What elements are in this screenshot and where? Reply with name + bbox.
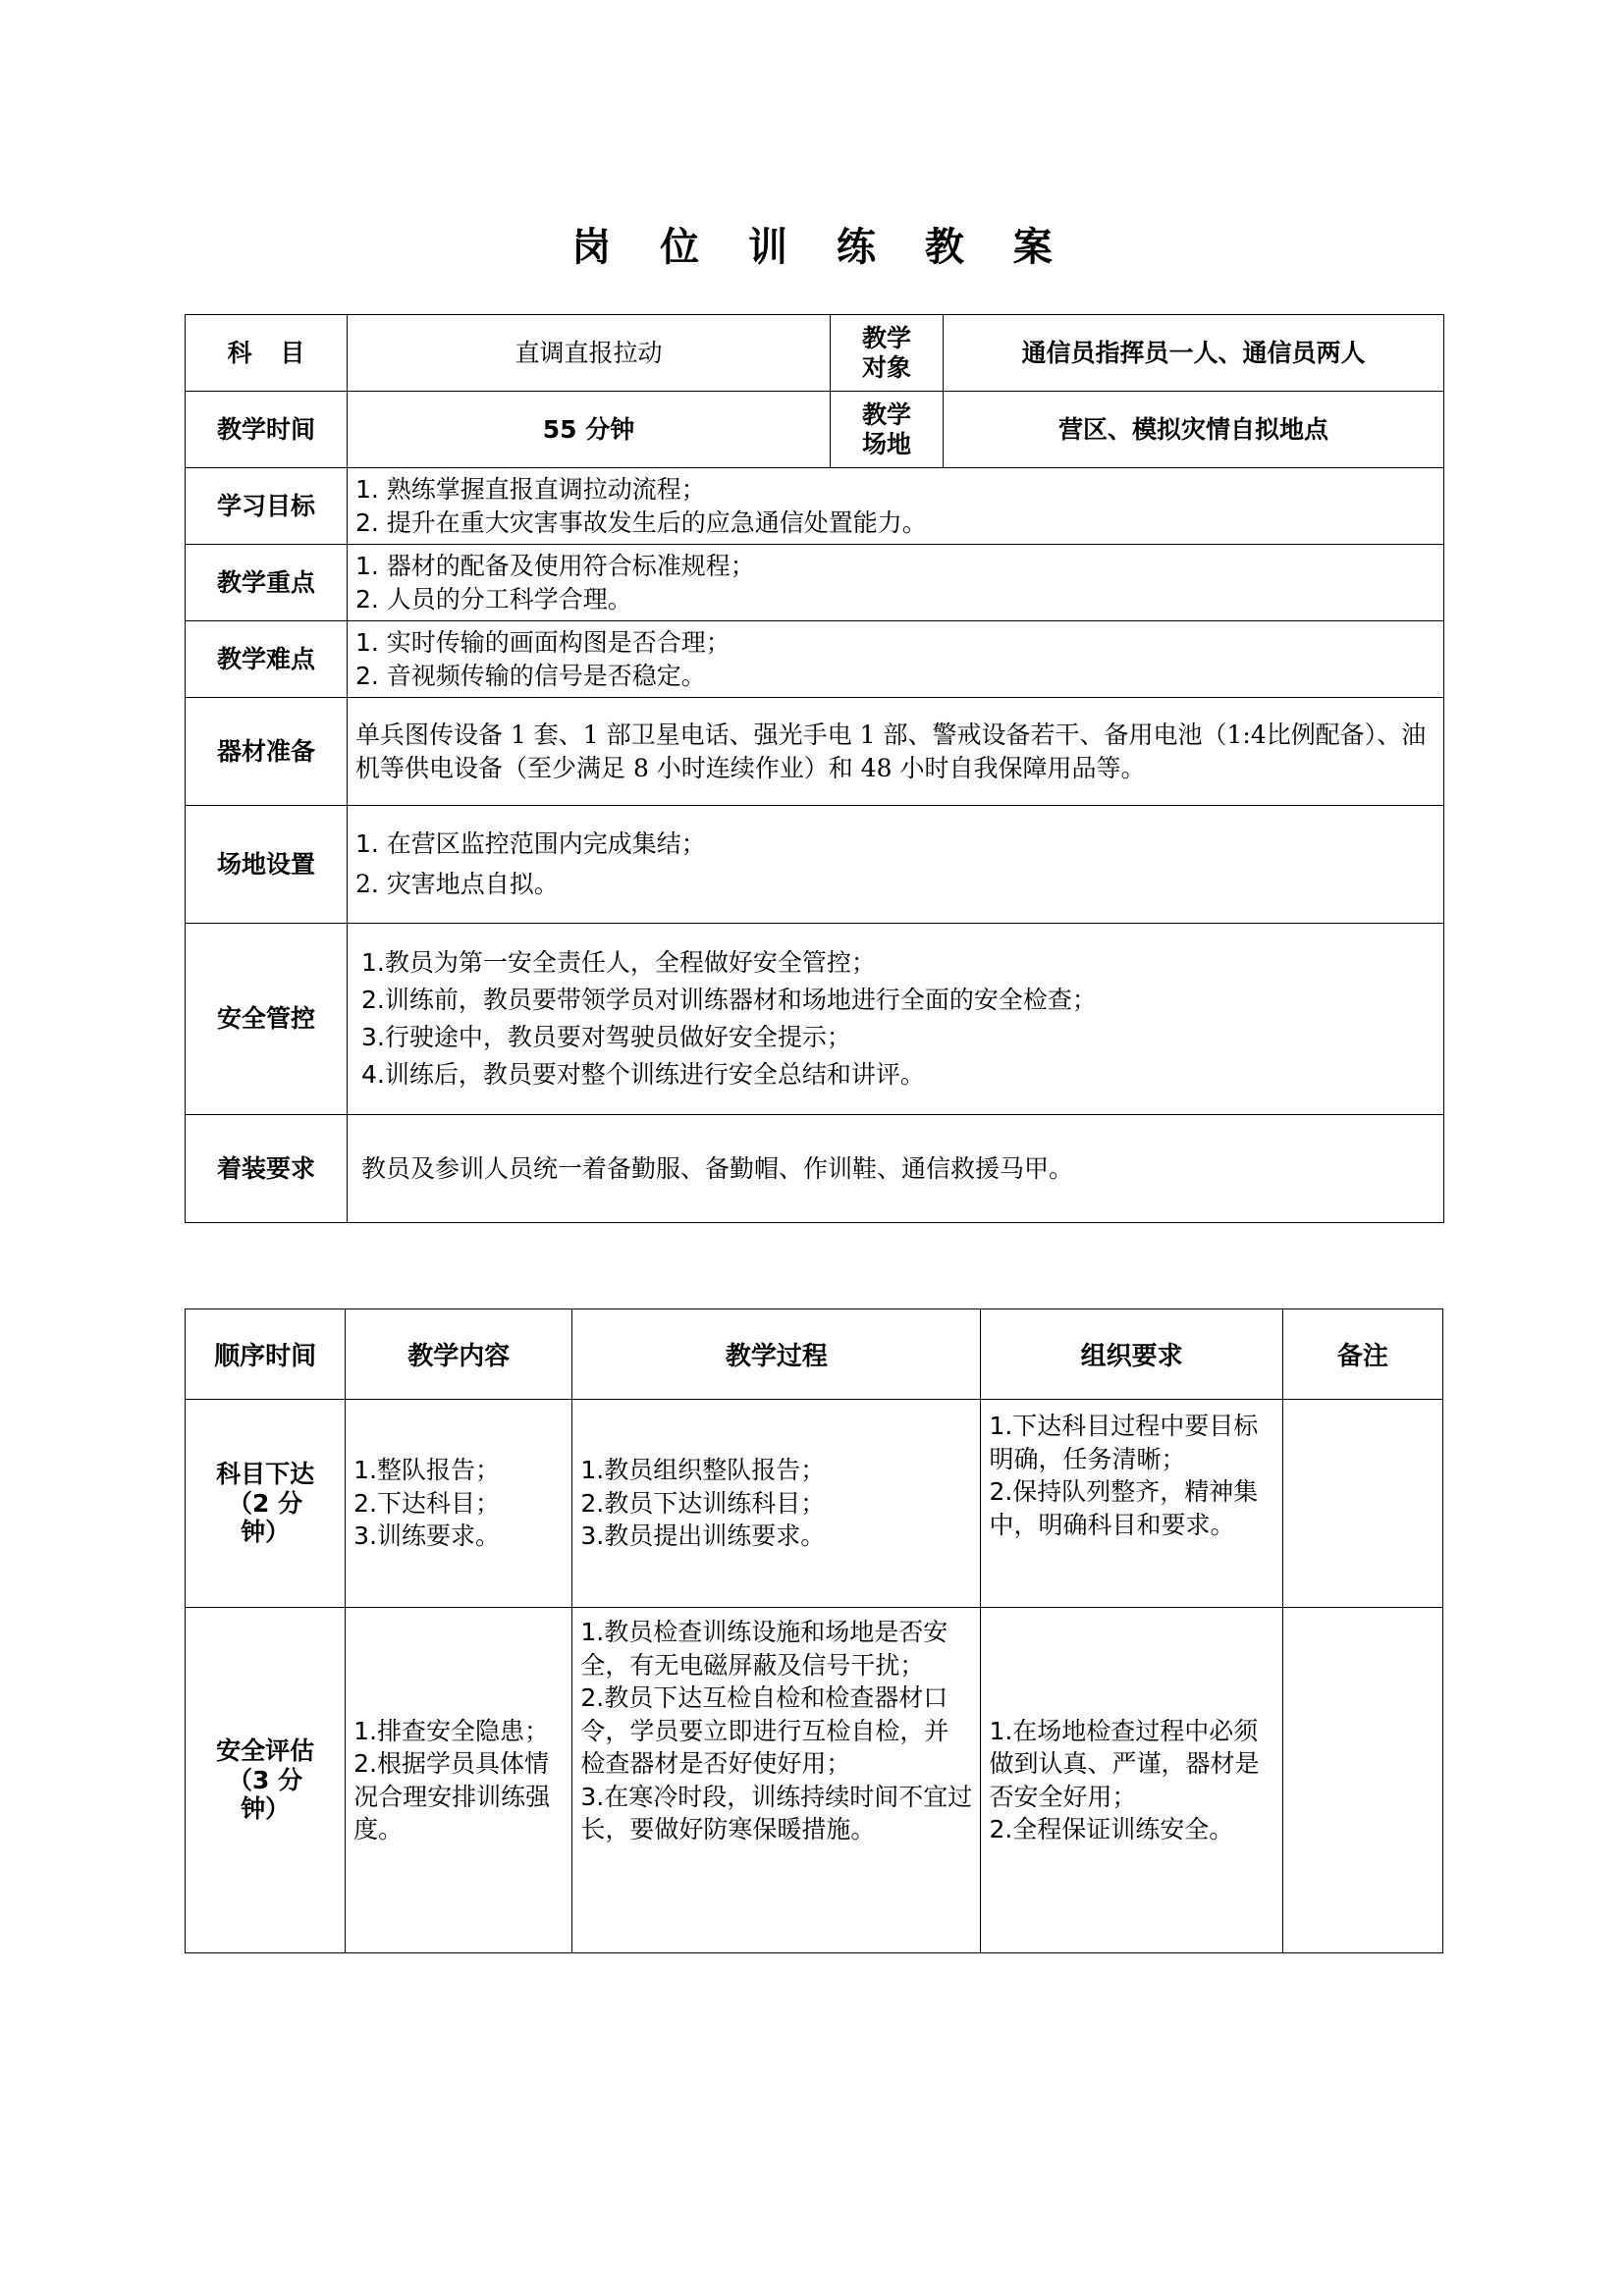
difficulty-line-2: 2. 音视频传输的信号是否稳定。 xyxy=(355,661,706,690)
content-line-2: 2.下达科目； xyxy=(353,1488,501,1518)
organization-line-2: 2.保持队列整齐，精神集中，明确科目和要求。 xyxy=(989,1477,1259,1539)
lesson-info-table xyxy=(185,314,1444,1223)
time-line-2: （3 分 xyxy=(228,1765,303,1794)
keypoint-line-2: 2. 人员的分工科学合理。 xyxy=(355,584,632,614)
safety-control-line-2: 2.训练前，教员要带领学员对训练器材和场地进行全面的安全检查； xyxy=(361,986,1097,1014)
table-row xyxy=(186,392,1444,468)
row-remark-safety-assessment xyxy=(1282,1608,1442,1953)
equipment-value: 单兵图传设备 1 套、1 部卫星电话、强光手电 1 部、警戒设备若干、备用电池（1:4比例配备）、油机等供电设备（至少满足 8 小时连续作业）和 48 小时自我保障用品等。 xyxy=(348,698,1444,806)
safety-control-line-3: 3.行驶途中，教员要对驾驶员做好安全提示； xyxy=(361,1023,851,1051)
process-line-3: 3.在寒冷时段，训练持续时间不宜过长，要做好防寒保暖措施。 xyxy=(580,1782,973,1843)
row-time-safety-assessment xyxy=(186,1608,346,1953)
audience-label xyxy=(831,315,944,392)
process-line-1: 1.教员组织整队报告； xyxy=(580,1456,826,1485)
subject-label: 科 目 xyxy=(186,315,348,392)
site-setup-value xyxy=(348,806,1444,924)
row-process-safety-assessment xyxy=(572,1608,981,1953)
objective-label: 学习目标 xyxy=(186,468,348,545)
process-line-2: 2.教员下达训练科目； xyxy=(580,1488,826,1518)
row-organization-safety-assessment xyxy=(981,1608,1282,1953)
safety-control-label: 安全管控 xyxy=(186,924,348,1115)
venue-label xyxy=(831,392,944,468)
audience-label-line1: 教学 xyxy=(861,324,911,352)
content-line-2: 2.根据学员具体情况合理安排训练强度。 xyxy=(353,1749,551,1843)
keypoint-label: 教学重点 xyxy=(186,545,348,621)
audience-label-line2: 对象 xyxy=(861,352,911,382)
process-line-1: 1.教员检查训练设施和场地是否安全，有无电磁屏蔽及信号干扰； xyxy=(580,1618,948,1680)
site-setup-line-2: 2. 灾害地点自拟。 xyxy=(355,869,559,898)
subject-value: 直调直报拉动 xyxy=(348,315,831,392)
row-time-subject-delivery xyxy=(186,1400,346,1608)
organization-line-2: 2.全程保证训练安全。 xyxy=(989,1815,1234,1843)
keypoint-value xyxy=(348,545,1444,621)
table-row xyxy=(186,924,1444,1115)
dress-code-label: 着装要求 xyxy=(186,1115,348,1223)
duration-label: 教学时间 xyxy=(186,392,348,468)
content-line-3: 3.训练要求。 xyxy=(353,1522,501,1551)
time-line-1: 科目下达 xyxy=(216,1460,315,1489)
col-header-process: 教学过程 xyxy=(572,1309,981,1400)
venue-label-line1: 教学 xyxy=(861,400,911,429)
content-line-1: 1.整队报告； xyxy=(353,1456,501,1485)
audience-value: 通信员指挥员一人、通信员两人 xyxy=(944,315,1444,392)
table-row xyxy=(186,806,1444,924)
site-setup-line-1: 1. 在营区监控范围内完成集结； xyxy=(355,829,706,858)
table-row xyxy=(186,1608,1443,1953)
keypoint-line-1: 1. 器材的配备及使用符合标准规程； xyxy=(355,552,755,580)
equipment-label: 器材准备 xyxy=(186,698,348,806)
col-header-organization: 组织要求 xyxy=(981,1309,1282,1400)
table-row xyxy=(186,315,1444,392)
difficulty-value xyxy=(348,621,1444,698)
objective-value xyxy=(348,468,1444,545)
table-row xyxy=(186,621,1444,698)
process-line-2: 2.教员下达互检自检和检查器材口令，学员要立即进行互检自检，并检查器材是否好使好用； xyxy=(580,1683,949,1778)
col-header-content: 教学内容 xyxy=(346,1309,572,1400)
dress-code-value: 教员及参训人员统一着备勤服、备勤帽、作训鞋、通信救援马甲。 xyxy=(348,1115,1444,1223)
difficulty-label: 教学难点 xyxy=(186,621,348,698)
time-line-3: 钟） xyxy=(241,1518,291,1547)
time-line-3: 钟） xyxy=(241,1794,291,1824)
time-line-2: （2 分 xyxy=(228,1488,303,1518)
table-row xyxy=(186,698,1444,806)
objective-line-1: 1. 熟练掌握直报直调拉动流程； xyxy=(355,475,706,504)
row-content-safety-assessment xyxy=(346,1608,572,1953)
duration-value: 55 分钟 xyxy=(348,392,831,468)
venue-label-line2: 场地 xyxy=(861,429,911,458)
table-header-row xyxy=(186,1309,1443,1400)
page-title: 岗 位 训 练 教 案 xyxy=(571,225,1070,270)
difficulty-line-1: 1. 实时传输的画面构图是否合理； xyxy=(355,628,731,657)
table-row xyxy=(186,1115,1444,1223)
table-row xyxy=(186,468,1444,545)
row-process-subject-delivery xyxy=(572,1400,981,1608)
safety-control-value xyxy=(348,924,1444,1115)
site-setup-label: 场地设置 xyxy=(186,806,348,924)
venue-value: 营区、模拟灾情自拟地点 xyxy=(944,392,1444,468)
row-content-subject-delivery xyxy=(346,1400,572,1608)
table-row xyxy=(186,545,1444,621)
training-process-table xyxy=(185,1308,1443,1953)
organization-line-1: 1.下达科目过程中要目标明确，任务清晰； xyxy=(989,1412,1259,1473)
safety-control-line-4: 4.训练后，教员要对整个训练进行安全总结和讲评。 xyxy=(361,1060,925,1089)
objective-line-2: 2. 提升在重大灾害事故发生后的应急通信处置能力。 xyxy=(355,507,927,537)
safety-control-line-1: 1.教员为第一安全责任人，全程做好安全管控； xyxy=(361,948,876,977)
organization-line-1: 1.在场地检查过程中必须做到认真、严谨，器材是否安全好用； xyxy=(989,1716,1260,1811)
col-header-remark: 备注 xyxy=(1282,1309,1442,1400)
col-header-time: 顺序时间 xyxy=(186,1309,346,1400)
content-line-1: 1.排查安全隐患； xyxy=(353,1716,550,1745)
row-remark-subject-delivery xyxy=(1282,1400,1442,1608)
table-row xyxy=(186,1400,1443,1608)
row-organization-subject-delivery xyxy=(981,1400,1282,1608)
time-line-1: 安全评估 xyxy=(216,1736,315,1766)
process-line-3: 3.教员提出训练要求。 xyxy=(580,1522,826,1551)
